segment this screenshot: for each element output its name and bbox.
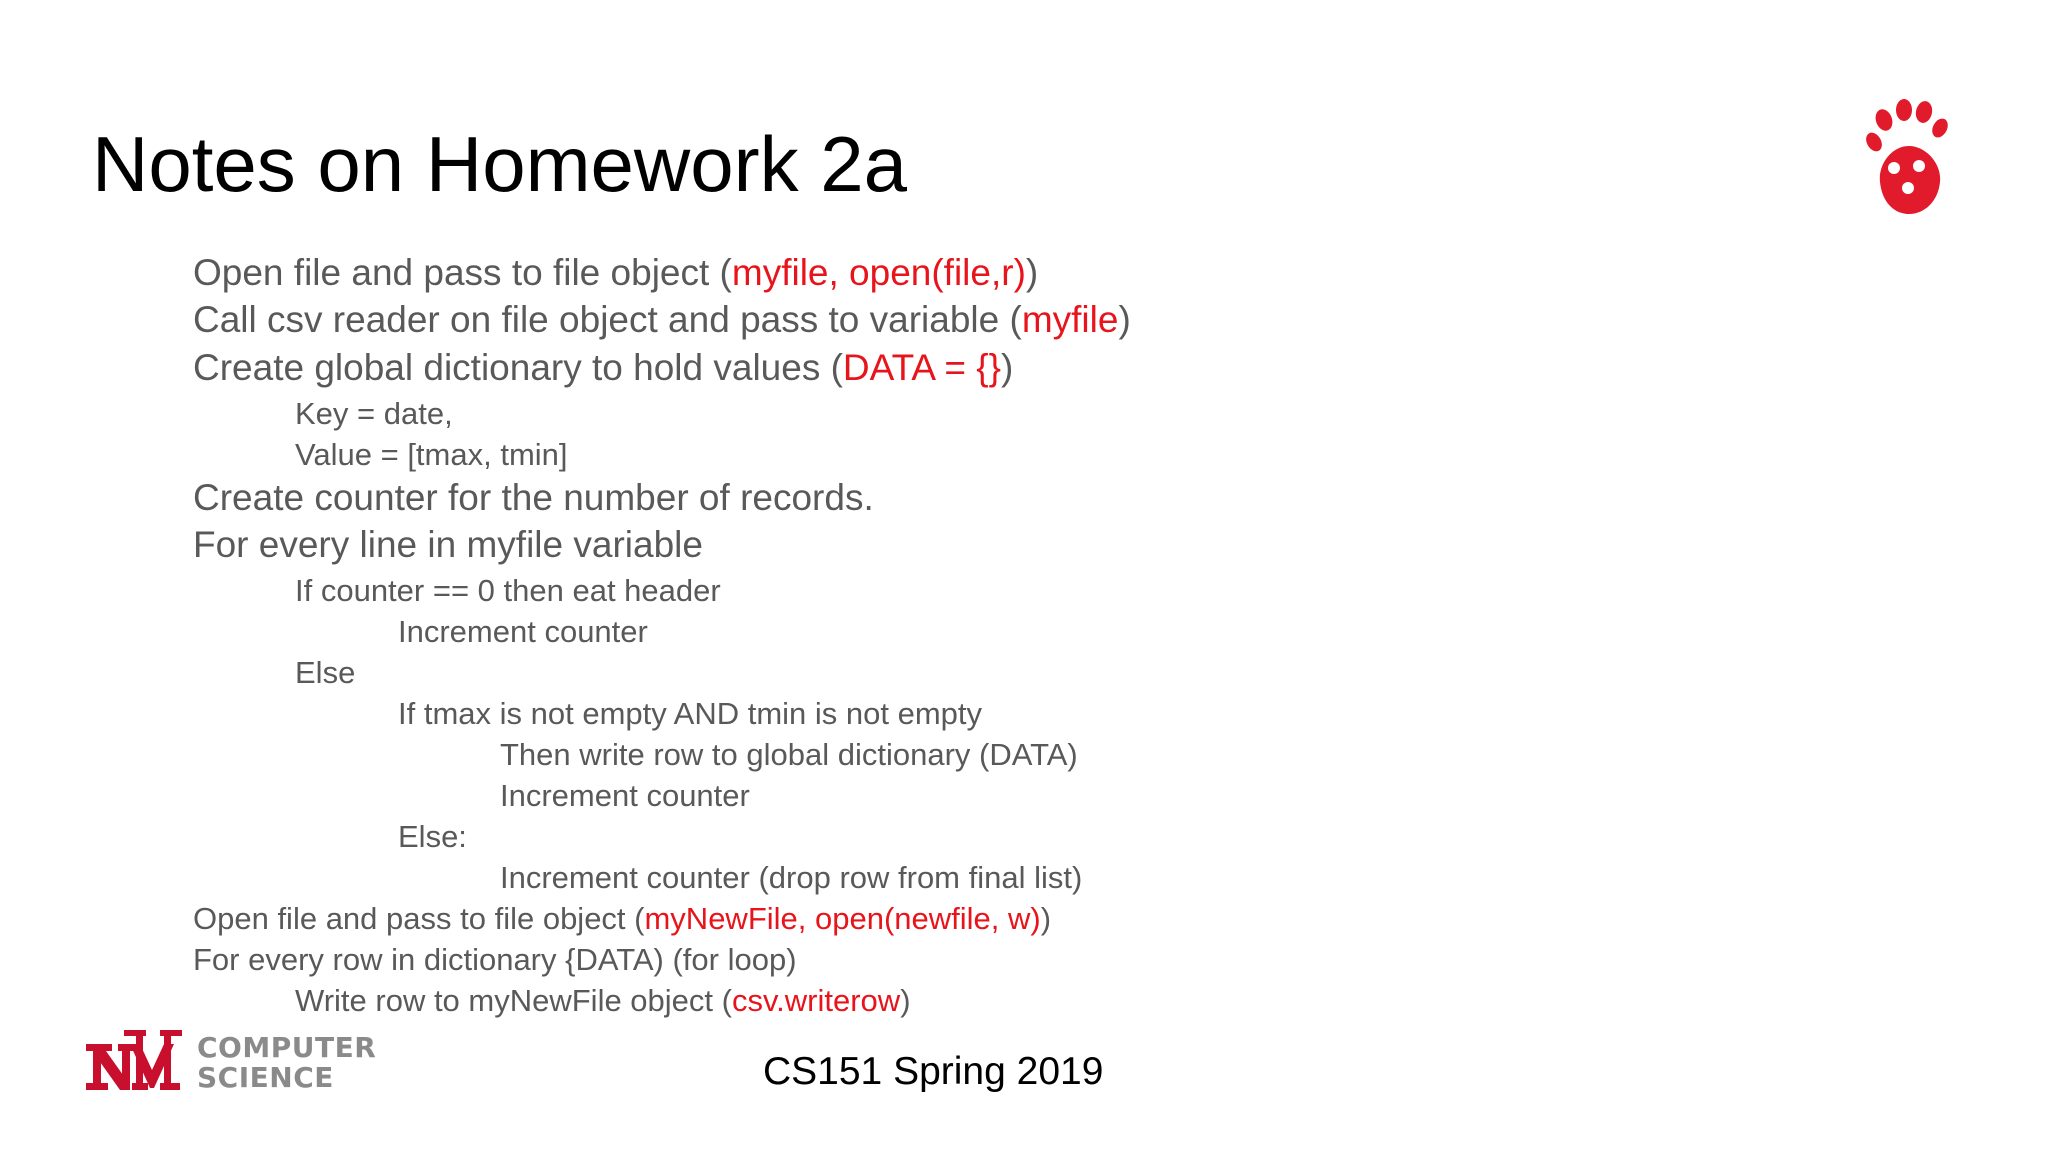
outline-text-tail: ) [1000, 347, 1014, 388]
outline-text: Create global dictionary to hold values ( [193, 347, 843, 388]
outline-text: Call csv reader on file object and pass to variable ( [193, 299, 1022, 340]
slide-title: Notes on Homework 2a [92, 120, 908, 208]
code-snippet: DATA = {} [842, 347, 1001, 388]
outline-text: If tmax is not empty AND tmin is not empty [398, 696, 983, 731]
outline-text: Open file and pass to file object ( [193, 901, 645, 936]
outline-text: If counter == 0 then eat header [295, 573, 721, 608]
outline-text: Then write row to global dictionary (DATA) [500, 737, 1078, 772]
unm-computer-science-logo [84, 1030, 377, 1100]
outline-text: Write row to myNewFile object ( [295, 983, 732, 1018]
code-snippet: myfile [1021, 299, 1119, 340]
wolf-paw-print-icon [1864, 98, 1954, 226]
outline-text: For every line in myfile variable [193, 524, 703, 565]
slide-footer: CS151 Spring 2019 [763, 1050, 1104, 1093]
outline-text-tail: ) [1040, 901, 1052, 936]
outline-text: Else [295, 655, 356, 690]
outline-text-tail: ) [1025, 252, 1039, 293]
code-snippet: myNewFile, open(newfile, w) [644, 901, 1041, 936]
outline-text: Value = [tmax, tmin] [295, 437, 568, 472]
outline-text: Increment counter [500, 778, 750, 813]
outline-text: Increment counter [398, 614, 648, 649]
code-snippet: myfile, open(file,r) [731, 252, 1026, 293]
code-snippet: csv.writerow [731, 983, 901, 1018]
outline-text: Increment counter (drop row from final list) [500, 860, 1083, 895]
logo-text-line2: SCIENCE [197, 1061, 334, 1094]
logo-text-line1: COMPUTER [197, 1031, 377, 1064]
outline-text: Else: [398, 819, 467, 854]
outline-text: For every row in dictionary {DATA) (for loop) [193, 942, 797, 977]
outline-text: Create counter for the number of records. [193, 477, 874, 518]
outline-text: Key = date, [295, 396, 453, 431]
outline-text: Open file and pass to file object ( [193, 252, 732, 293]
outline-text-tail: ) [900, 983, 911, 1018]
unm-monogram-icon [84, 1030, 184, 1096]
outline-text-tail: ) [1118, 299, 1131, 340]
